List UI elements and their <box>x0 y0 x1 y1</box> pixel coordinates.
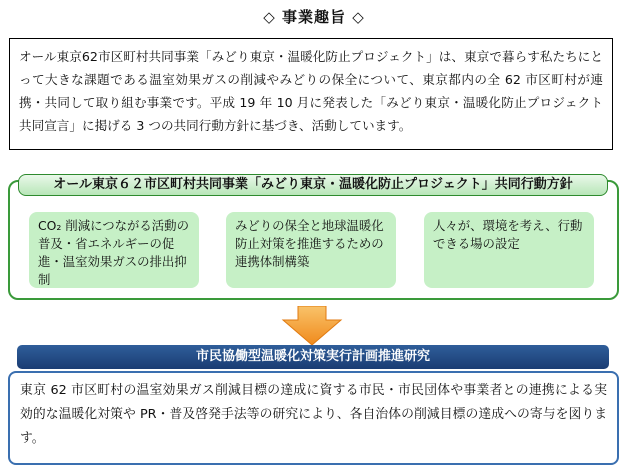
down-arrow-icon <box>281 306 343 346</box>
policy-card-1 <box>29 212 199 288</box>
policy-card-3-text: 人々が、環境を考え、行動できる場の設定 <box>433 218 583 251</box>
page-title: ◇ 事業趣旨 ◇ <box>263 8 365 26</box>
intro-text: オール東京62市区町村共同事業「みどり東京・温暖化防止プロジェクト」は、東京で暮らす私たちにとって大きな課題である温室効果ガスの削減やみどりの保全について、東京都内の全 62 市区町村が連携・共同して取り組む事業です。平成 19 年 10 月に発表した「みどり東京・温暖化防止プロジェクト共同宣言」に掲げる 3 つの共同行動方針に基づき、活動しています。 <box>19 49 603 133</box>
intro-text-box <box>9 38 613 150</box>
policy-header: オール東京６２市区町村共同事業「みどり東京・温暖化防止プロジェクト」共同行動方針 <box>18 174 608 196</box>
study-text-box <box>8 371 619 465</box>
policy-card-3 <box>424 212 594 288</box>
policy-card-1-text: CO₂ 削減につながる活動の普及・省エネルギーの促進・温室効果ガスの排出抑制 <box>38 218 189 287</box>
policy-card-2-text: みどりの保全と地球温暖化防止対策を推進するための連携体制構築 <box>235 218 384 269</box>
study-text: 東京 62 市区町村の温室効果ガス削減目標の達成に資する市民・市民団体や事業者との連携による実効的な温暖化対策や PR・普及啓発手法等の研究により、各自治体の削減目標の達成への寄与を図ります。 <box>20 383 607 446</box>
policy-card-2 <box>226 212 396 288</box>
study-header: 市民協働型温暖化対策実行計画推進研究 <box>17 345 609 369</box>
